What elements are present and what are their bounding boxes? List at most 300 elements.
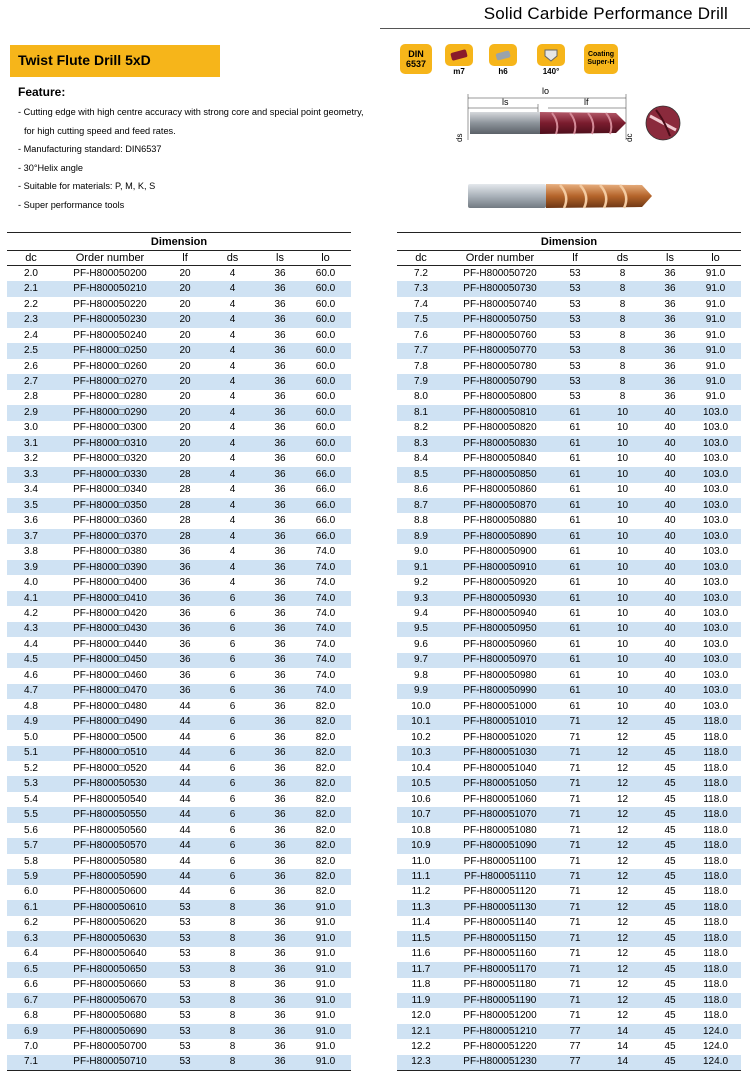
cell-lf: 28 [179, 515, 191, 527]
table-row [397, 359, 741, 374]
cell-ds: 6 [205, 591, 260, 606]
cell-order-number: PF-H800050760 [463, 329, 537, 341]
cell-lf: 61 [555, 560, 595, 575]
cell-ls: 40 [650, 684, 690, 699]
cell-order-number: PF-H800050710 [55, 1055, 165, 1070]
cell-dc: 2.2 [24, 298, 38, 310]
cell-lo: 118.0 [690, 993, 741, 1008]
cell-lo: 103.0 [690, 529, 741, 544]
table-row [7, 498, 351, 513]
cell-lf: 61 [555, 436, 595, 451]
shank-tolerance-badge [444, 44, 474, 76]
cell-ls: 36 [274, 360, 286, 372]
cell-ls: 36 [260, 931, 300, 946]
cell-order-number: PF-H800050600 [73, 886, 147, 898]
cell-ls: 36 [260, 807, 300, 822]
cell-order-number: PF-H8000□0450 [55, 653, 165, 668]
cell-order-number: PF-H800050890 [445, 529, 555, 544]
cell-order-number: PF-H8000□0310 [55, 436, 165, 451]
cell-ls: 36 [260, 436, 300, 451]
cell-ls: 36 [664, 298, 676, 310]
cell-ds: 10 [595, 467, 650, 482]
col-header-dc: dc [397, 251, 445, 266]
cell-dc: 3.9 [7, 560, 55, 575]
col-header-order-number: Order number [55, 251, 165, 266]
cell-ds: 4 [229, 360, 236, 372]
cell-lo: 60.0 [300, 281, 351, 296]
cell-order-number: PF-H8000□0410 [55, 591, 165, 606]
cell-lf: 61 [569, 577, 581, 589]
cell-lf: 61 [555, 653, 595, 668]
table-row [7, 390, 351, 405]
cell-ds: 10 [595, 436, 650, 451]
cell-lf: 71 [569, 824, 581, 836]
cell-order-number: PF-H8000□0420 [73, 608, 147, 620]
cell-lo: 60.0 [315, 360, 336, 372]
cell-ls: 36 [274, 700, 286, 712]
cell-order-number: PF-H800050840 [463, 453, 537, 465]
cell-lf: 44 [165, 746, 205, 761]
cell-dc: 4.9 [7, 715, 55, 730]
cell-order-number: PF-H800050990 [445, 684, 555, 699]
cell-dc: 11.9 [397, 993, 445, 1008]
cell-order-number: PF-H8000□0340 [73, 484, 147, 496]
cell-lf: 71 [555, 869, 595, 884]
cell-ls: 36 [274, 453, 286, 465]
cell-order-number: PF-H800050780 [463, 360, 537, 372]
cell-lo: 118.0 [703, 1010, 728, 1022]
cell-order-number: PF-H800050800 [463, 391, 537, 403]
cell-lf: 44 [179, 886, 191, 898]
cell-ds: 6 [229, 886, 236, 898]
table-row [7, 807, 351, 822]
cell-lf: 36 [179, 608, 191, 620]
cell-ls: 40 [650, 436, 690, 451]
cell-ls: 45 [650, 962, 690, 977]
din-label: DIN [408, 49, 424, 59]
cell-ds: 12 [616, 979, 629, 991]
table-row [397, 854, 741, 869]
cell-lo: 74.0 [315, 638, 336, 650]
cell-ls: 45 [664, 979, 676, 991]
table-row [397, 560, 741, 575]
cell-dc: 6.9 [7, 1024, 55, 1039]
cell-dc: 4.3 [7, 622, 55, 637]
cell-lf: 36 [179, 546, 191, 558]
table-row [397, 715, 741, 730]
table-row [7, 544, 351, 559]
table-row [397, 421, 741, 436]
cell-order-number: PF-H800051030 [445, 746, 555, 761]
cell-lf: 20 [179, 453, 191, 465]
cell-lo: 91.0 [300, 993, 351, 1008]
cell-lf: 20 [165, 374, 205, 389]
cell-ls: 45 [664, 824, 676, 836]
cell-order-number: PF-H800050980 [463, 669, 537, 681]
cell-lf: 44 [179, 855, 191, 867]
cell-lf: 20 [165, 281, 205, 296]
cell-ls: 36 [274, 979, 286, 991]
cell-lo: 60.0 [300, 374, 351, 389]
table-row [7, 823, 351, 838]
table-row [397, 328, 741, 343]
cell-lf: 71 [555, 962, 595, 977]
cell-ls: 36 [274, 1041, 286, 1053]
cell-ls: 45 [664, 731, 676, 743]
cell-lo: 118.0 [690, 776, 741, 791]
cell-order-number: PF-H800050570 [55, 838, 165, 853]
cell-order-number: PF-H800050910 [445, 560, 555, 575]
cell-ds: 8 [229, 948, 236, 960]
cell-ls: 36 [260, 900, 300, 915]
table-row [7, 560, 351, 575]
cell-order-number: PF-H800050740 [463, 298, 537, 310]
cell-lo: 60.0 [300, 312, 351, 327]
cell-ds: 8 [229, 1041, 236, 1053]
dimension-table-right [397, 232, 741, 1071]
cell-lo: 74.0 [315, 546, 336, 558]
cell-ds: 4 [205, 498, 260, 513]
cell-lo: 118.0 [703, 855, 728, 867]
cell-order-number: PF-H800051040 [463, 762, 537, 774]
cell-lf: 61 [569, 669, 581, 681]
cell-order-number: PF-H8000□0460 [73, 669, 147, 681]
cell-dc: 6.1 [7, 900, 55, 915]
cell-lo: 66.0 [300, 529, 351, 544]
cell-lf: 61 [569, 546, 581, 558]
cell-ls: 36 [260, 838, 300, 853]
cell-order-number: PF-H800050900 [463, 546, 537, 558]
cell-lo: 60.0 [315, 453, 336, 465]
table-row [7, 281, 351, 296]
cell-lo: 66.0 [315, 484, 336, 496]
cell-ds: 8 [619, 298, 626, 310]
cell-lo: 82.0 [300, 869, 351, 884]
cell-dc: 7.7 [397, 343, 445, 358]
cell-order-number: PF-H8000□0250 [55, 343, 165, 358]
cell-order-number: PF-H800051110 [445, 869, 555, 884]
header-divider [380, 28, 750, 29]
cell-dc: 7.4 [414, 298, 428, 310]
cell-order-number: PF-H800051020 [463, 731, 537, 743]
cell-lo: 118.0 [703, 731, 728, 743]
cell-lf: 44 [165, 776, 205, 791]
cell-ls: 36 [274, 793, 286, 805]
cell-ds: 6 [205, 715, 260, 730]
table-row [397, 266, 741, 281]
cell-ds: 4 [205, 281, 260, 296]
cell-lo: 118.0 [703, 979, 728, 991]
cell-ls: 40 [664, 546, 676, 558]
col-header-ls: ls [260, 251, 300, 266]
feature-title: Feature: [18, 85, 66, 99]
cell-ls: 36 [664, 267, 676, 279]
cell-dc: 12.0 [411, 1010, 431, 1022]
cell-ds: 4 [205, 343, 260, 358]
table-row [7, 591, 351, 606]
cell-ds: 4 [205, 529, 260, 544]
cell-order-number: PF-H800051140 [463, 917, 537, 929]
cell-ls: 36 [260, 312, 300, 327]
cell-order-number: PF-H800051180 [463, 979, 537, 991]
table-row [397, 297, 741, 312]
drill-photo [468, 184, 652, 208]
cell-ls: 45 [650, 776, 690, 791]
cell-order-number: PF-H8000□0320 [73, 453, 147, 465]
cell-ds: 12 [595, 962, 650, 977]
cell-lo: 91.0 [300, 900, 351, 915]
cell-ls: 45 [664, 793, 676, 805]
cell-ls: 36 [260, 993, 300, 1008]
cell-lo: 82.0 [300, 807, 351, 822]
table-row [7, 730, 351, 745]
cell-lf: 71 [555, 838, 595, 853]
cell-dc: 7.9 [397, 374, 445, 389]
cell-dc: 3.3 [7, 467, 55, 482]
cell-ls: 36 [274, 824, 286, 836]
cell-ds: 4 [229, 267, 236, 279]
cell-order-number: PF-H800051130 [445, 900, 555, 915]
cell-ds: 10 [595, 591, 650, 606]
cell-ds: 12 [595, 807, 650, 822]
cell-order-number: PF-H800050670 [55, 993, 165, 1008]
cell-ds: 8 [229, 1010, 236, 1022]
table-row [397, 436, 741, 451]
cell-lo: 60.0 [300, 343, 351, 358]
cell-lf: 20 [179, 329, 191, 341]
cell-order-number: PF-H8000□0470 [55, 684, 165, 699]
cell-ls: 45 [650, 1024, 690, 1039]
cell-lo: 103.0 [690, 591, 741, 606]
cell-ls: 45 [664, 1041, 676, 1053]
cell-ls: 36 [274, 886, 286, 898]
cell-ls: 36 [274, 422, 286, 434]
cell-ds: 10 [616, 484, 629, 496]
cell-lo: 91.0 [315, 948, 336, 960]
cell-ls: 36 [260, 1055, 300, 1070]
cell-order-number: PF-H8000□0480 [73, 700, 147, 712]
cell-lo: 118.0 [703, 886, 728, 898]
cell-lo: 82.0 [315, 700, 336, 712]
cell-order-number: PF-H800050650 [55, 962, 165, 977]
cell-lf: 53 [179, 948, 191, 960]
cell-lo: 82.0 [300, 838, 351, 853]
cell-dc: 6.2 [24, 917, 38, 929]
cell-order-number: PF-H8000□0290 [55, 405, 165, 420]
cell-ds: 6 [229, 731, 236, 743]
cell-order-number: PF-H800050790 [445, 374, 555, 389]
cell-order-number: PF-H800050930 [445, 591, 555, 606]
cell-ds: 6 [229, 793, 236, 805]
cell-lf: 36 [165, 591, 205, 606]
cell-lf: 71 [569, 731, 581, 743]
cell-ds: 10 [616, 700, 629, 712]
cell-dc: 10.5 [397, 776, 445, 791]
table-row [7, 978, 351, 993]
feature-item: - Super performance tools [18, 196, 364, 215]
cell-lf: 53 [179, 1041, 191, 1053]
table-row [7, 993, 351, 1008]
feature-item: for high cutting speed and feed rates. [24, 125, 176, 136]
cell-dc: 10.6 [411, 793, 431, 805]
cell-order-number: PF-H8000□0350 [55, 498, 165, 513]
cell-ls: 45 [650, 900, 690, 915]
cell-dc: 8.8 [414, 515, 428, 527]
cell-lf: 77 [569, 1041, 581, 1053]
cell-ls: 45 [664, 948, 676, 960]
table-row [7, 343, 351, 358]
cell-ds: 6 [205, 838, 260, 853]
cell-lo: 103.0 [702, 608, 729, 620]
table-row [7, 483, 351, 498]
cell-dc: 6.8 [24, 1010, 38, 1022]
table-row [397, 405, 741, 420]
cell-ds: 4 [205, 374, 260, 389]
table-row [397, 962, 741, 977]
table-row [397, 374, 741, 389]
cell-lo: 91.0 [300, 931, 351, 946]
cell-dc: 5.5 [7, 807, 55, 822]
cell-order-number: PF-H800050200 [73, 267, 147, 279]
h6-badge [488, 44, 518, 76]
cell-dc: 11.3 [397, 900, 445, 915]
cell-lo: 103.0 [702, 546, 729, 558]
cell-order-number: PF-H800050820 [463, 422, 537, 434]
cell-lo: 118.0 [703, 948, 728, 960]
cell-dc: 3.6 [24, 515, 38, 527]
cell-ls: 45 [650, 715, 690, 730]
cell-ds: 12 [595, 900, 650, 915]
cell-lo: 118.0 [690, 838, 741, 853]
table-row [397, 1039, 741, 1054]
cell-ls: 36 [274, 329, 286, 341]
table-row [397, 637, 741, 652]
table-row [397, 529, 741, 544]
cell-lf: 71 [569, 886, 581, 898]
cell-ls: 40 [664, 515, 676, 527]
m7-icon [445, 44, 473, 66]
cell-ds: 4 [229, 453, 236, 465]
cell-dc: 10.0 [411, 700, 431, 712]
cell-dc: 8.7 [397, 498, 445, 513]
table-row [7, 637, 351, 652]
cell-ls: 36 [260, 374, 300, 389]
cell-lf: 53 [569, 391, 581, 403]
cell-dc: 11.6 [411, 948, 431, 960]
cell-order-number: PF-H8000□0490 [55, 715, 165, 730]
cell-ls: 36 [274, 546, 286, 558]
cell-ds: 4 [229, 515, 236, 527]
cell-ds: 6 [205, 776, 260, 791]
table-row [7, 931, 351, 946]
cell-ds: 8 [205, 962, 260, 977]
cell-ls: 36 [274, 577, 286, 589]
cell-ls: 36 [260, 962, 300, 977]
cell-order-number: PF-H8000□0280 [73, 391, 147, 403]
table-row [7, 359, 351, 374]
cell-dc: 5.7 [7, 838, 55, 853]
table-row [7, 668, 351, 683]
cell-order-number: PF-H800051080 [463, 824, 537, 836]
cell-lo: 82.0 [315, 762, 336, 774]
cell-dc: 6.5 [7, 962, 55, 977]
cell-lo: 74.0 [300, 684, 351, 699]
cell-lf: 71 [555, 931, 595, 946]
cell-order-number: PF-H8000□0360 [73, 515, 147, 527]
cell-ls: 45 [650, 993, 690, 1008]
cell-ds: 8 [205, 931, 260, 946]
coating-badge [584, 44, 618, 76]
cell-dc: 3.2 [24, 453, 38, 465]
cell-dc: 6.6 [24, 979, 38, 991]
cell-ls: 36 [260, 715, 300, 730]
cell-dc: 9.5 [397, 622, 445, 637]
table-row [397, 699, 741, 714]
table-row [7, 885, 351, 900]
cell-lo: 74.0 [315, 669, 336, 681]
cell-dc: 4.4 [24, 638, 38, 650]
cell-ds: 12 [616, 731, 629, 743]
cell-lf: 44 [165, 838, 205, 853]
cell-lf: 61 [555, 684, 595, 699]
cell-ls: 36 [260, 498, 300, 513]
cell-ls: 40 [664, 700, 676, 712]
section-banner: Twist Flute Drill 5xD [10, 45, 220, 77]
cell-dc: 2.7 [7, 374, 55, 389]
cell-lf: 44 [165, 869, 205, 884]
table-row [397, 885, 741, 900]
table-row [7, 854, 351, 869]
cell-dc: 2.8 [24, 391, 38, 403]
cell-ds: 8 [595, 281, 650, 296]
cell-lf: 36 [179, 669, 191, 681]
cell-lo: 66.0 [315, 515, 336, 527]
cell-ls: 36 [274, 608, 286, 620]
cell-ds: 10 [595, 684, 650, 699]
cell-order-number: PF-H800050850 [445, 467, 555, 482]
cell-dc: 6.0 [24, 886, 38, 898]
cell-ds: 12 [616, 855, 629, 867]
din-number: 6537 [405, 59, 427, 69]
table-row [7, 1039, 351, 1054]
cell-lo: 91.0 [705, 329, 726, 341]
col-header-lf: lf [165, 251, 205, 266]
cell-ds: 4 [229, 546, 236, 558]
cell-ds: 12 [595, 776, 650, 791]
cell-ls: 36 [664, 391, 676, 403]
table-row [397, 807, 741, 822]
cell-ds: 4 [205, 312, 260, 327]
cell-ds: 8 [205, 1055, 260, 1070]
cell-dc: 10.7 [397, 807, 445, 822]
cell-ls: 36 [650, 312, 690, 327]
point-angle-label: 140° [542, 67, 560, 76]
table-row [397, 916, 741, 931]
cell-dc: 7.2 [414, 267, 428, 279]
cell-lf: 44 [179, 793, 191, 805]
cell-order-number: PF-H8000□0500 [73, 731, 147, 743]
feature-item: - Cutting edge with high centre accuracy with strong core and special point geometry, [18, 103, 364, 122]
cell-order-number: PF-H800051060 [463, 793, 537, 805]
table-row [7, 715, 351, 730]
table-row [397, 668, 741, 683]
cell-order-number: PF-H800051010 [445, 715, 555, 730]
cell-ls: 45 [650, 1055, 690, 1070]
cell-lo: 91.0 [315, 1041, 336, 1053]
cell-lo: 74.0 [300, 653, 351, 668]
table-row [397, 312, 741, 327]
cell-dc: 5.8 [24, 855, 38, 867]
